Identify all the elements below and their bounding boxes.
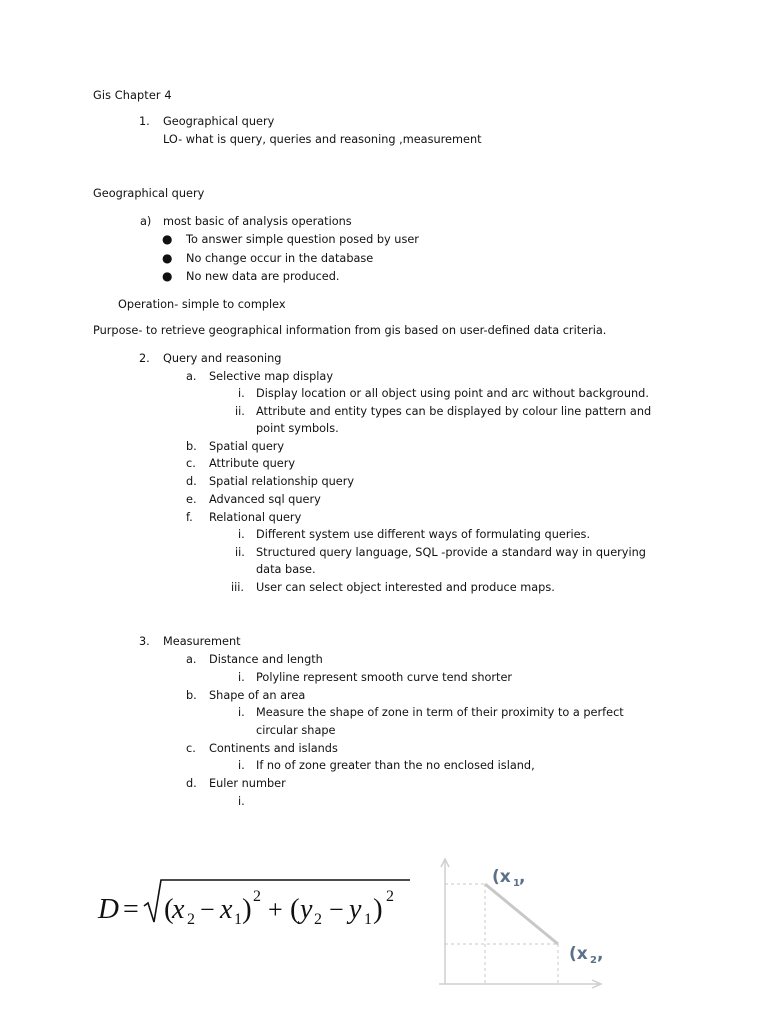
formula-x2-sub: 2 [187,911,195,928]
section-heading-query-reasoning: Query and reasoning [163,352,282,365]
list-marker: d. [186,777,197,790]
list-item: Attribute and entity types can be displayed by colour line pattern and [256,405,652,418]
section-number-3: 3. [139,635,150,648]
list-marker: b. [186,689,197,702]
list-item: Relational query [209,511,302,524]
list-marker: i. [238,759,245,772]
formula-plus: + [268,895,283,924]
formula-y2-sub: 2 [314,911,322,928]
section-heading-measurement: Measurement [163,635,241,648]
list-item: Euler number [209,777,286,790]
bullet-dot-icon: ● [162,232,173,246]
distance-formula [98,876,418,950]
distance-diagram [430,858,630,1002]
distance-segment [485,884,558,944]
list-item: Continents and islands [209,742,338,755]
point-1-comma: , [519,867,526,887]
point-2-comma: , [597,944,604,964]
point-2-label: (x [569,944,588,964]
list-item: Structured query language, SQL -provide a standard way in querying [256,546,646,559]
bullet-item: No change occur in the database [186,252,374,265]
list-marker: c. [186,742,196,755]
list-marker: c. [186,457,196,470]
section-number-2: 2. [139,352,150,365]
list-item: If no of zone greater than the no enclosed island, [256,759,535,772]
formula-minus-1: − [200,895,215,924]
list-item: User can select object interested and produce maps. [256,581,555,594]
section-heading-geographical-query: Geographical query [93,187,205,200]
list-marker: d. [186,475,197,488]
list-marker: e. [186,493,197,506]
list-item: Attribute query [209,457,296,470]
formula-x1: x [220,894,233,925]
formula-y2: y [300,894,313,925]
list-item-continuation: circular shape [256,724,336,737]
list-item: Polyline represent smooth curve tend shorter [256,671,513,684]
list-marker: ii. [235,546,245,559]
list-item: Spatial query [209,440,285,453]
list-item: Advanced sql query [209,493,321,506]
list-item: Spatial relationship query [209,475,355,488]
formula-y1-sub: 1 [364,911,372,928]
list-marker: ii. [235,405,245,418]
list-marker: a. [186,370,197,383]
list-marker: i. [238,528,245,541]
toc-item-1: Geographical query [163,115,275,128]
list-marker: i. [238,795,245,808]
list-marker: i. [238,387,245,400]
formula-minus-2: − [329,895,344,924]
list-marker: b. [186,440,197,453]
toc-number-1: 1. [139,115,150,128]
list-item: Distance and length [209,653,323,666]
list-item: Display location or all object using point and arc without background. [256,387,649,400]
list-item-continuation: data base. [256,563,316,576]
formula-y1: y [349,894,362,925]
point-1-label: (x [492,867,511,887]
list-marker: a. [186,653,197,666]
list-item: Measure the shape of zone in term of their proximity to a perfect [256,706,624,719]
page-title: Gis Chapter 4 [93,89,172,102]
paren-open-1-icon: ( [164,893,174,925]
bullet-dot-icon: ● [162,251,173,265]
formula-x1-sub: 1 [234,911,242,928]
list-item: Different system use different ways of formulating queries. [256,528,591,541]
formula-equals: = [123,894,139,925]
point-2-sub: 2 [590,955,597,966]
purpose-line: Purpose- to retrieve geographical information from gis based on user-defined data criteria. [93,324,607,337]
list-marker: i. [238,671,245,684]
list-item: Shape of an area [209,689,306,702]
formula-square-1: 2 [253,888,261,905]
formula-d: D [98,893,119,925]
paren-open-2-icon: ( [290,893,300,925]
list-item-continuation: point symbols. [256,422,339,435]
paren-close-1-icon: ) [242,893,252,925]
list-marker: iii. [231,581,245,594]
list-marker: f. [186,511,193,524]
toc-learning-outcome: LO- what is query, queries and reasoning ,measurement [163,133,482,146]
formula-square-2: 2 [386,888,394,905]
point-1-sub: 1 [513,878,520,889]
list-marker-a: a) [140,215,152,228]
list-item-a: most basic of analysis operations [163,215,352,228]
operation-line: Operation- simple to complex [118,298,286,311]
bullet-item: To answer simple question posed by user [186,233,419,246]
paren-close-2-icon: ) [373,893,383,925]
bullet-dot-icon: ● [162,269,173,283]
bullet-item: No new data are produced. [186,270,340,283]
list-item: Selective map display [209,370,334,383]
list-marker: i. [238,706,245,719]
formula-x2: x [172,894,185,925]
